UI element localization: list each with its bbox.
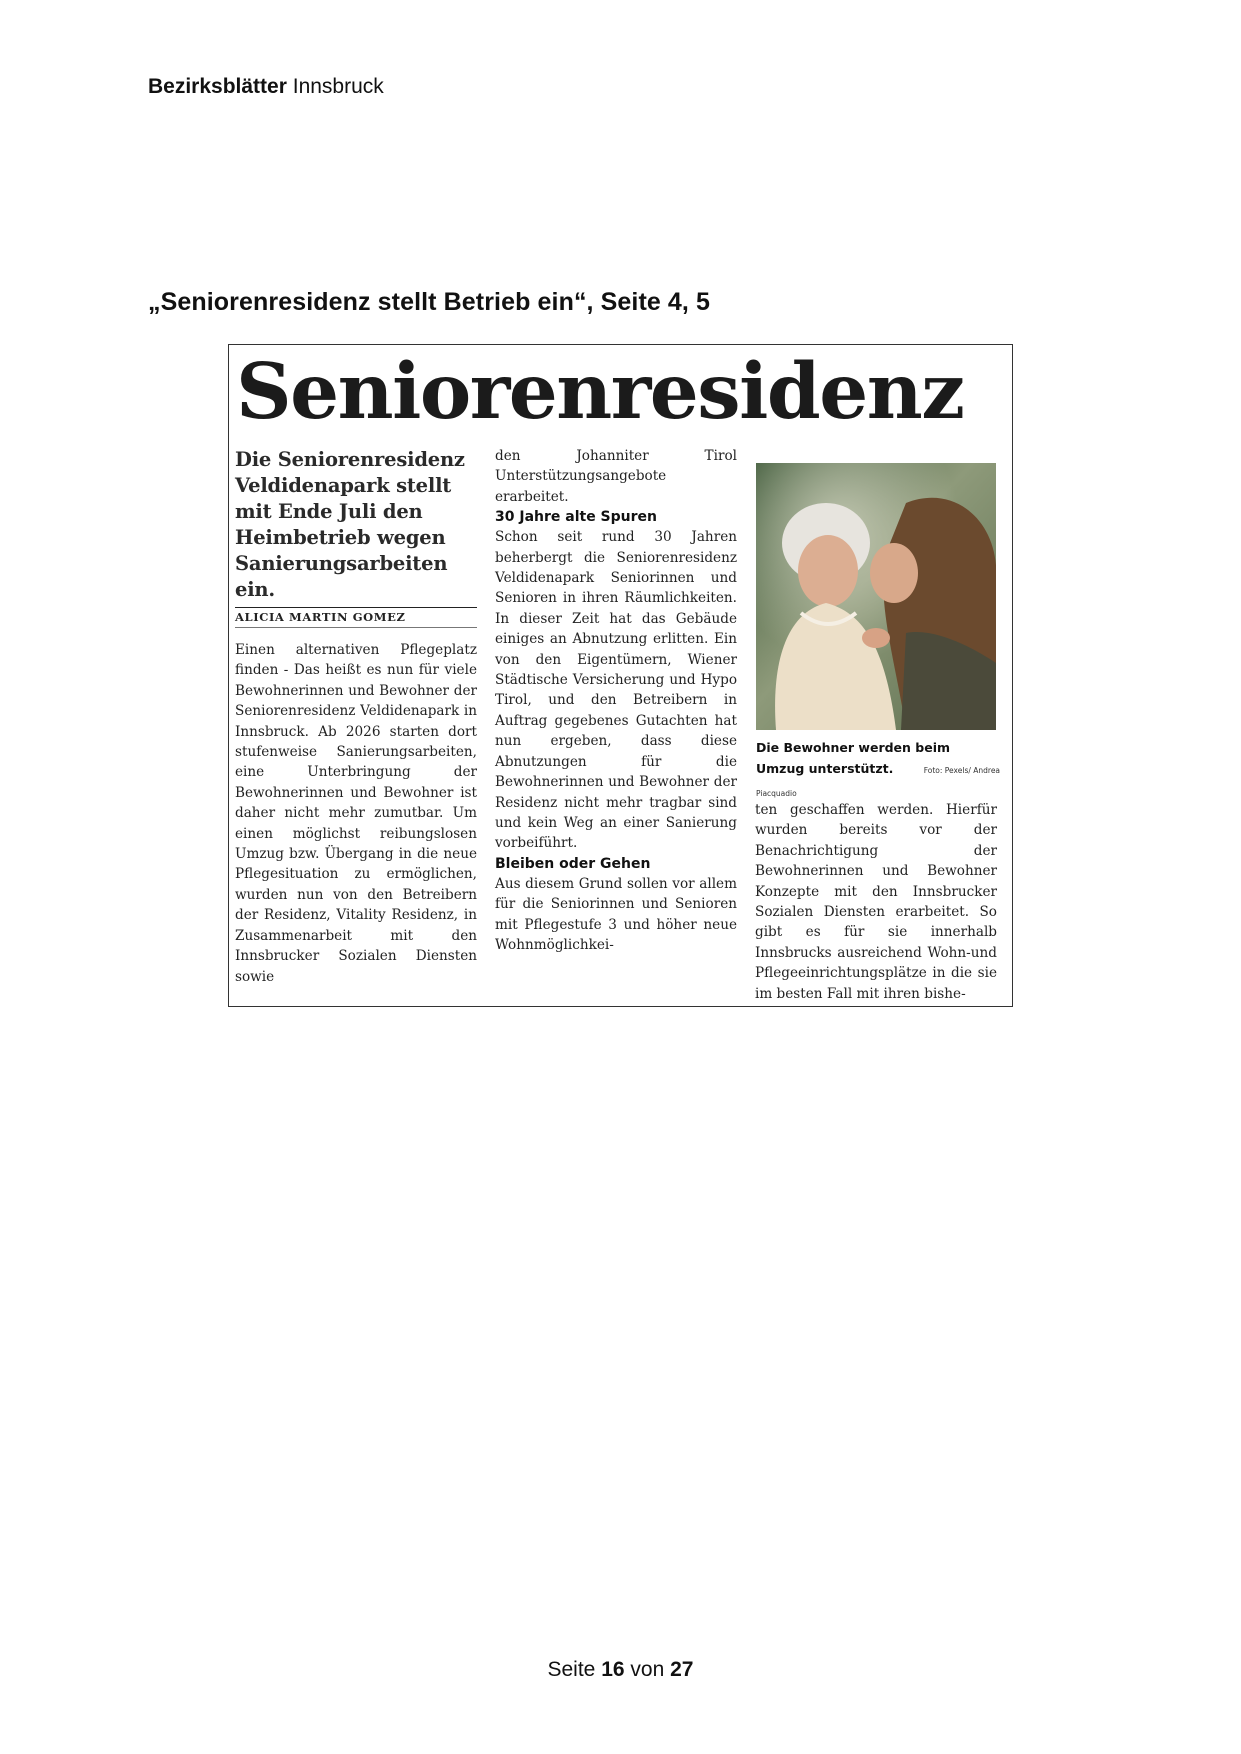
subhead-bleiben-oder-gehen: Bleiben oder Gehen xyxy=(495,855,651,872)
column-1-text: Einen alternativen Pflegeplatz finden - Das heißt es nun für viele Bewohnerinnen und Bewohner der Seniorenresidenz Veldidenapark in Innsbruck. Ab 2026 starten dort stufenweise Sanierungsarbeiten, eine Unterbringung der Bewohnerinnen und Bewohner ist daher nicht mehr zumutbar. Um einen möglichst reibungslosen Umzug bzw. Übergang in die neue Pflegesituation zu ermöglichen, wurden nun von den Betreibern der Residenz, Vitality Residenz, in Zusammenarbeit mit den Innsbrucker Sozialen Diensten sowie xyxy=(235,642,477,985)
photo-caption xyxy=(756,737,1001,804)
brand-name: Bezirksblätter xyxy=(148,75,287,98)
column-2-intro: den Johanniter Tirol Unterstützungsangebote erarbeitet. xyxy=(495,448,737,505)
article-column-2 xyxy=(495,446,737,955)
newspaper-clipping xyxy=(228,344,1013,1007)
document-header xyxy=(148,74,384,100)
article-headline: Seniorenresidenz xyxy=(236,347,964,437)
footer-prefix: Seite xyxy=(547,1658,596,1681)
page-footer xyxy=(0,1658,1241,1682)
caption-text: Die Bewohner werden beim Umzug unterstützt. xyxy=(756,740,951,776)
region-name: Innsbruck xyxy=(292,75,384,98)
article-column-1 xyxy=(235,447,477,987)
author-rule-bottom xyxy=(235,627,477,628)
column-2-text-2: Aus diesem Grund sollen vor allem für die Seniorinnen und Senioren mit Pflegestufe 3 und höher neue Wohnmöglichkei- xyxy=(495,875,737,953)
article-photo xyxy=(756,463,996,730)
article-lead: Die Seniorenresidenz Veldidenapark stellt mit Ende Juli den Heimbetrieb wegen Sanierungsarbeiten ein. xyxy=(235,448,465,601)
subhead-30-jahre: 30 Jahre alte Spuren xyxy=(495,509,657,526)
article-author: ALICIA MARTIN GOMEZ xyxy=(235,610,406,624)
column-2-text-1: Schon seit rund 30 Jahren beherbergt die Seniorenresidenz Veldidenapark Seniorinnen und Senioren in ihren Räumlichkeiten. In dieser Zeit hat das Gebäude einiges an Abnutzung erlitten. Ein von den Eigentümern, Wiener Städtische Versicherung und Hypo Tirol, und den Betreibern in Auftrag gegebenes Gutachten hat nun ergeben, dass diese Abnutzungen für die Bewohnerinnen und Bewohner der Residenz nicht mehr tragbar sind und kein Weg an einer Sanierung vorbeiführt. xyxy=(495,529,737,852)
photo-illustration xyxy=(756,463,996,730)
footer-page-number: 16 xyxy=(601,1658,625,1681)
column-3-text: ten geschaffen werden. Hierfür wurden bereits vor der Benachrichtigung der Bewohnerinnen und Bewohner Konzepte mit den Innsbrucker Sozialen Diensten erarbeitet. So gibt es für sie innerhalb Innsbrucks ausreichend Wohn-und Pflegeeinrichtungsplätze in die sie im besten Fall mit ihren bishe- xyxy=(755,802,997,1002)
footer-middle: von xyxy=(630,1658,665,1681)
article-column-3 xyxy=(755,800,997,1004)
clipping-title: „Seniorenresidenz stellt Betrieb ein“, Seite 4, 5 xyxy=(148,288,711,316)
photo-credit: Foto: Pexels/ Andrea Piacquadio xyxy=(756,766,1001,798)
footer-page-total: 27 xyxy=(670,1658,694,1681)
